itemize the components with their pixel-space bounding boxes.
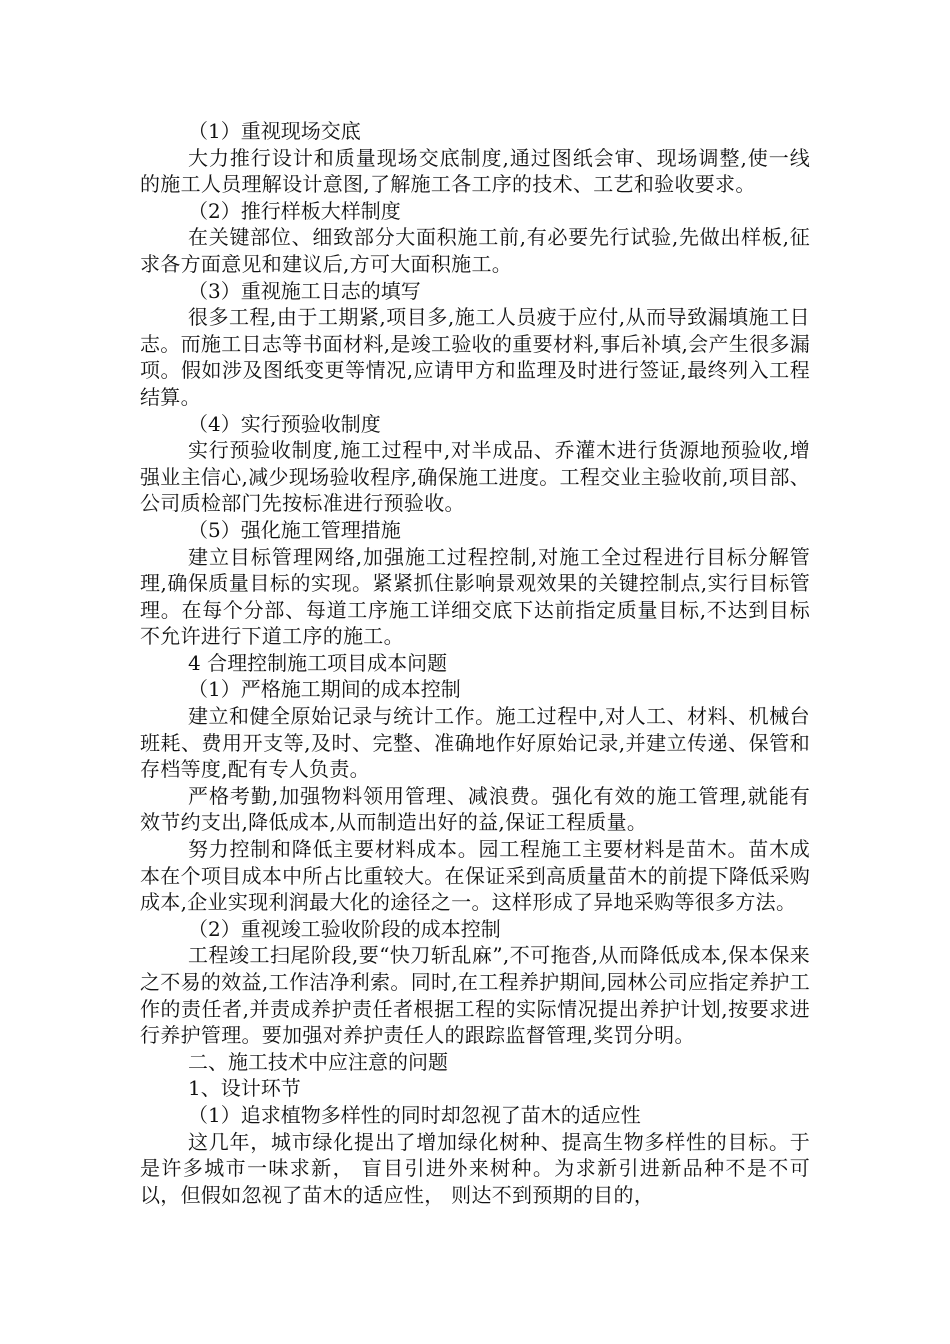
body-paragraph: 建立和健全原始记录与统计工作。施工过程中,对人工、材料、机械台班耗、费用开支等,及时、完整、准确地作好原始记录,并建立传递、保管和存档等度,配有专人负责。 (140, 704, 810, 782)
section-heading: （1）严格施工期间的成本控制 (188, 677, 461, 702)
body-paragraph: 建立目标管理网络,加强施工过程控制,对施工全过程进行目标分解管理,确保质量目标的实现。紧紧抓住影响景观效果的关键控制点,实行目标管理。在每个分部、每道工序施工详细交底下达前指定质量目标,不达到目标不允许进行下道工序的施工。 (140, 544, 810, 649)
body-paragraph: 很多工程,由于工期紧,项目多,施工人员疲于应付,从而导致漏填施工日志。而施工日志等书面材料,是竣工验收的重要材料,事后补填,会产生很多漏项。假如涉及图纸变更等情况,应请甲方和监理及时进行签证,最终列入工程结算。 (140, 305, 810, 409)
body-paragraph: 严格考勤,加强物料领用管理、减浪费。强化有效的施工管理,就能有效节约支出,降低成本,从而制造出好的益,保证工程质量。 (140, 783, 810, 835)
section-heading: （2）推行样板大样制度 (188, 198, 401, 223)
section-heading: （2）重视竣工验收阶段的成本控制 (188, 916, 501, 941)
section-heading: （1）重视现场交底 (188, 119, 361, 143)
section-heading: （3）重视施工日志的填写 (188, 278, 421, 303)
body-paragraph: 大力推行设计和质量现场交底制度,通过图纸会审、现场调整,使一线的施工人员理解设计意图,了解施工各工序的技术、工艺和验收要求。 (140, 145, 810, 197)
section-heading: 4 合理控制施工项目成本问题 (188, 650, 448, 675)
body-paragraph: 努力控制和降低主要材料成本。园工程施工主要材料是苗木。苗木成本在个项目成本中所占比重较大。在保证采到高质量苗木的前提下降低采购成本,企业实现利润最大化的途径之一。这样形成了异地采购等很多方法。 (140, 837, 810, 915)
body-paragraph: 在关键部位、细致部分大面积施工前,有必要先行试验,先做出样板,征求各方面意见和建议后,方可大面积施工。 (140, 225, 810, 276)
section-heading: （5）强化施工管理措施 (188, 517, 401, 542)
section-heading: 1、设计环节 (188, 1076, 301, 1101)
body-paragraph: 工程竣工扫尾阶段,要“快刀斩乱麻”,不可拖沓,从而降低成本,保本保来之不易的效益,工作洁净利索。同时,在工程养护期间,园林公司应指定养护工作的责任者,并责成养护责任者根据工程的实际情况提出养护计划,按要求进行养护管理。要加强对养护责任人的跟踪监督管理,奖罚分明。 (140, 943, 810, 1048)
body-paragraph: 实行预验收制度,施工过程中,对半成品、乔灌木进行货源地预验收,增强业主信心,减少现场验收程序,确保施工进度。工程交业主验收前,项目部、公司质检部门先按标准进行预验收。 (140, 438, 810, 516)
section-heading: （4）实行预验收制度 (188, 411, 381, 436)
document-body (140, 118, 810, 1208)
section-heading: （1）追求植物多样性的同时却忽视了苗木的适应性 (188, 1102, 641, 1127)
body-paragraph: 这几年，城市绿化提出了增加绿化树种、提高生物多样性的目标。于是许多城市一味求新， 盲目引进外来树种。为求新引进新品种不是不可以，但假如忽视了苗木的适应性， 则达不到预期的目的， (140, 1129, 810, 1207)
section-heading: 二、施工技术中应注意的问题 (188, 1049, 448, 1074)
